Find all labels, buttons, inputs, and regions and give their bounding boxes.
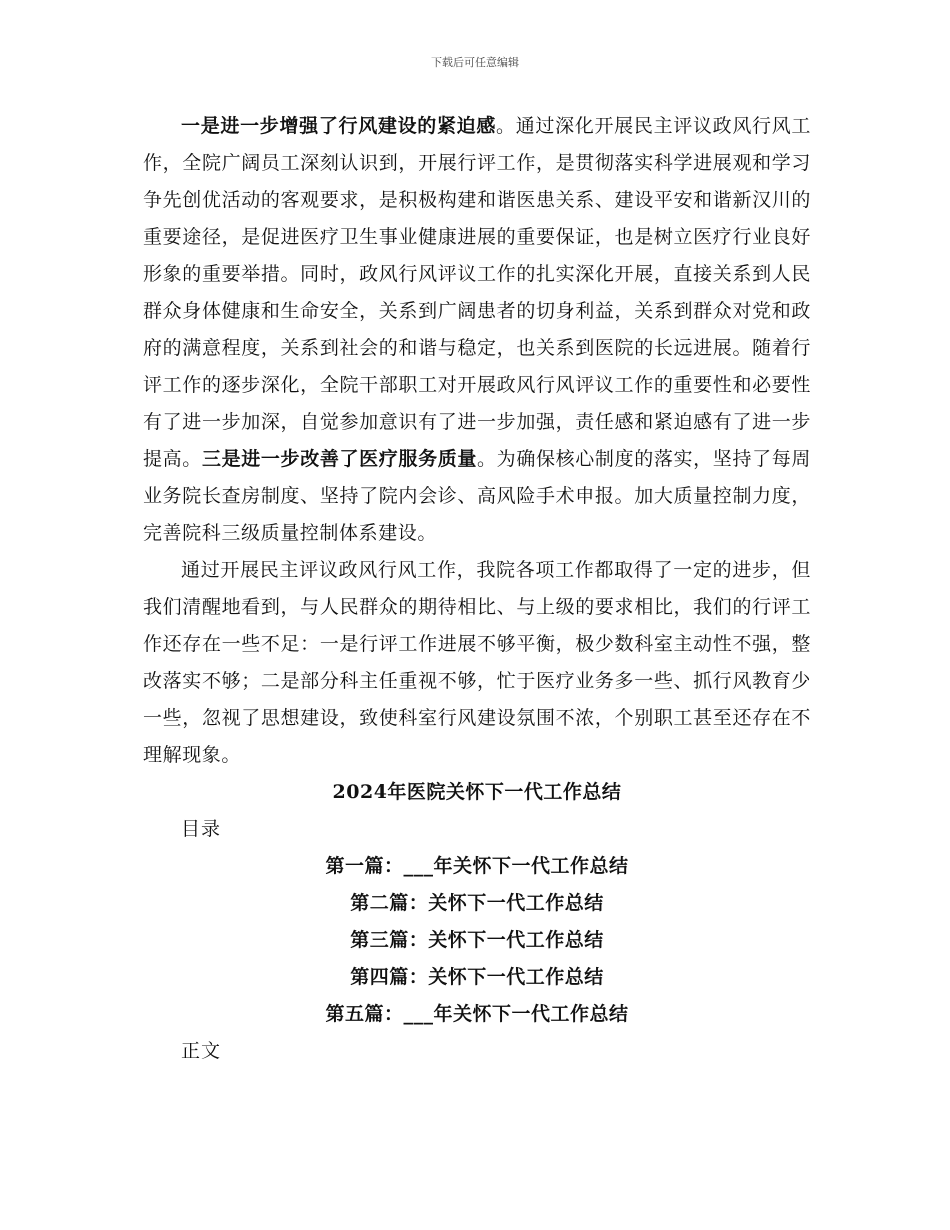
table-of-contents <box>143 848 811 1033</box>
paragraph-text-three: 。为确保核心制度的落实，坚持了每周业务院长查房制度、坚持了院内会诊、高风险手术申报。加大质量控制力度，完善院科三级质量控制体系建设。 <box>143 448 811 544</box>
toc-item[interactable]: 第一篇：___年关怀下一代工作总结 <box>325 855 629 877</box>
toc-item[interactable]: 第四篇：关怀下一代工作总结 <box>350 966 604 988</box>
paragraph-shortcomings: 通过开展民主评议政风行风工作，我院各项工作都取得了一定的进步，但我们清醒地看到，与人民群众的期待相比、与上级的要求相比，我们的行评工作还存在一些不足：一是行评工作进展不够平衡，极少数科室主动性不强，整改落实不够；二是部分科主任重视不够，忙于医疗业务多一些、抓行风教育少一些，忽视了思想建设，致使科室行风建设氛围不浓，个别职工甚至还存在不理解现象。 <box>143 559 811 766</box>
heading-point-three: 三是进一步改善了医疗服务质量 <box>201 448 478 470</box>
document-body <box>143 108 811 1070</box>
heading-point-one: 一是进一步增强了行风建设的紧迫感 <box>181 115 497 137</box>
toc-item[interactable]: 第二篇：关怀下一代工作总结 <box>350 892 604 914</box>
toc-label: 目录 <box>181 818 222 840</box>
toc-item[interactable]: 第五篇：___年关怀下一代工作总结 <box>325 1003 629 1025</box>
document-title: 2024年医院关怀下一代工作总结 <box>332 781 622 803</box>
paragraph-achievements <box>143 108 811 552</box>
toc-item[interactable]: 第三篇：关怀下一代工作总结 <box>350 929 604 951</box>
paragraph-text-one: 。通过深化开展民主评议政风行风工作，全院广阔员工深刻认识到，开展行评工作，是贯彻落实科学进展观和学习争先创优活动的客观要求，是积极构建和谐医患关系、建设平安和谐新汉川的重要途径，是促进医疗卫生事业健康进展的重要保证，也是树立医疗行业良好形象的重要举措。同时，政风行风评议工作的扎实深化开展，直接关系到人民群众身体健康和生命安全，关系到广阔患者的切身利益，关系到群众对党和政府的满意程度，关系到社会的和谐与稳定，也关系到医院的长远进展。随着行评工作的逐步深化，全院干部职工对开展政风行风评议工作的重要性和必要性有了进一步加深，自觉参加意识有了进一步加强，责任感和紧迫感有了进一步提高。 <box>143 115 811 470</box>
download-note: 下载后可任意编辑 <box>431 56 519 69</box>
body-label: 正文 <box>181 1040 222 1062</box>
